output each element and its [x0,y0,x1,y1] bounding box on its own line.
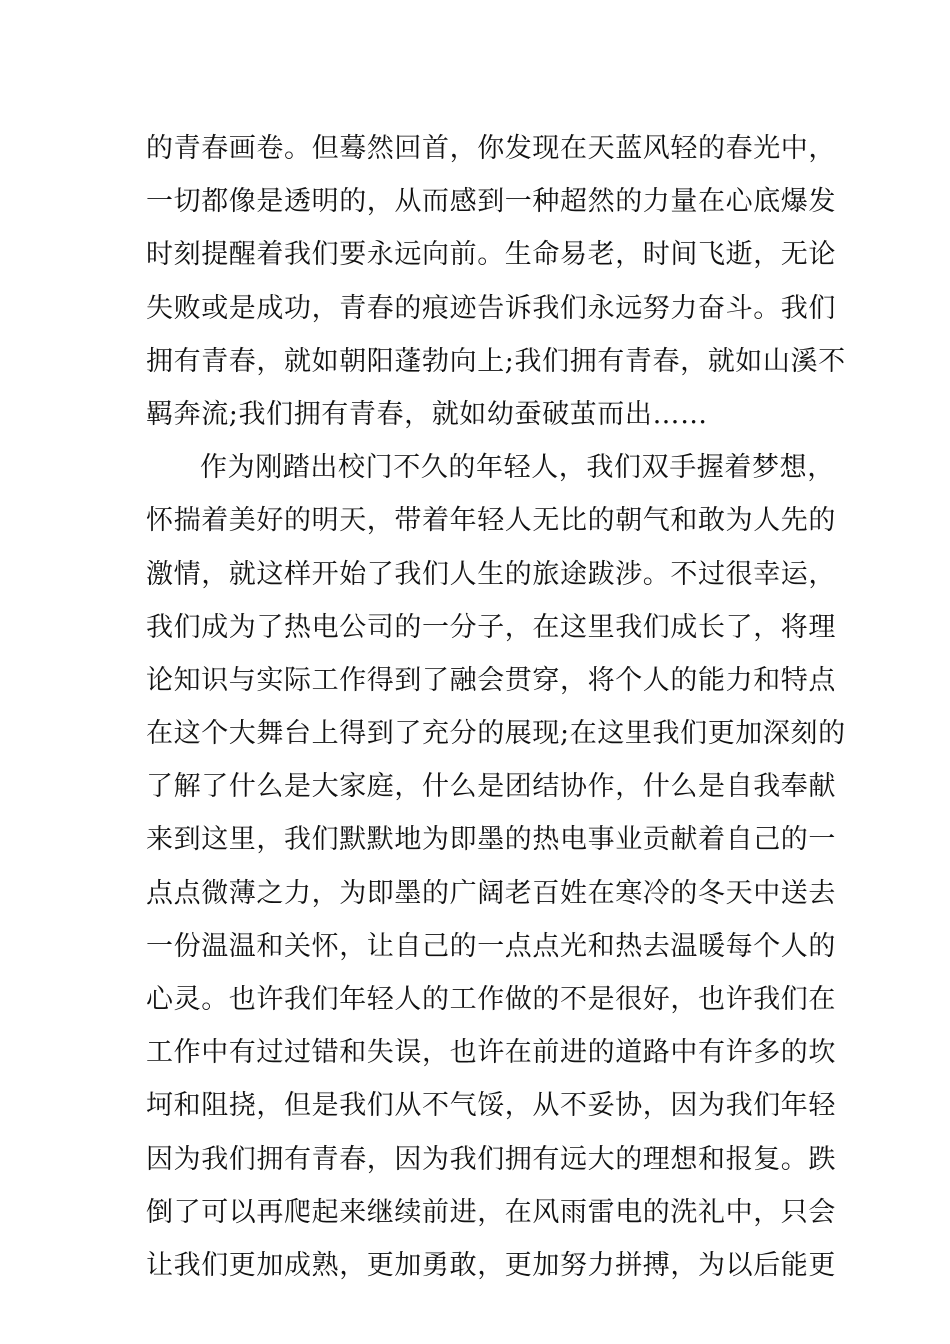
paragraph-first-line: 作为刚踏出校门不久的年轻人，我们双手握着梦想， [200,452,835,484]
text-line: 拥有青春，就如朝阳蓬勃向上;我们拥有青春，就如山溪不 [146,345,846,377]
text-line: 论知识与实际工作得到了融会贯穿，将个人的能力和特点 [146,664,836,696]
text-line: 工作中有过过错和失误，也许在前进的道路中有许多的坎 [146,1037,836,1069]
text-line: 了解了什么是大家庭，什么是团结协作，什么是自我奉献 [146,771,836,803]
text-line: 坷和阻挠，但是我们从不气馁，从不妥协，因为我们年轻 [146,1090,836,1122]
text-line: 的青春画卷。但蓦然回首，你发现在天蓝风轻的春光中， [146,133,836,164]
text-line: 因为我们拥有青春，因为我们拥有远大的理想和报复。跌 [146,1143,836,1175]
text-line: 心灵。也许我们年轻人的工作做的不是很好，也许我们在 [146,984,836,1015]
text-line: 一份温温和关怀，让自己的一点点光和热去温暖每个人的 [146,930,836,962]
text-line: 时刻提醒着我们要永远向前。生命易老，时间飞逝，无论 [146,239,836,271]
text-line: 来到这里，我们默默地为即墨的热电事业贡献着自己的一 [146,824,836,856]
text-line: 失败或是成功，青春的痕迹告诉我们永远努力奋斗。我们 [146,292,836,324]
text-line: 我们成为了热电公司的一分子，在这里我们成长了，将理 [146,611,836,643]
text-line: 让我们更加成熟，更加勇敢，更加努力拼搏，为以后能更 [146,1249,836,1281]
text-line: 倒了可以再爬起来继续前进，在风雨雷电的洗礼中，只会 [146,1196,836,1228]
text-line: 一切都像是透明的，从而感到一种超然的力量在心底爆发 [146,186,836,218]
text-line: 点点微薄之力，为即墨的广阔老百姓在寒冷的冬天中送去 [146,877,836,909]
body-text [146,122,846,1292]
text-line: 怀揣着美好的明天，带着年轻人无比的朝气和敢为人先的 [146,505,836,537]
text-line: 激情，就这样开始了我们人生的旅途跋涉。不过很幸运， [146,558,836,590]
text-line: 在这个大舞台上得到了充分的展现;在这里我们更加深刻的 [146,718,846,750]
text-line: 羁奔流;我们拥有青春，就如幼蚕破茧而出…… [146,398,708,430]
